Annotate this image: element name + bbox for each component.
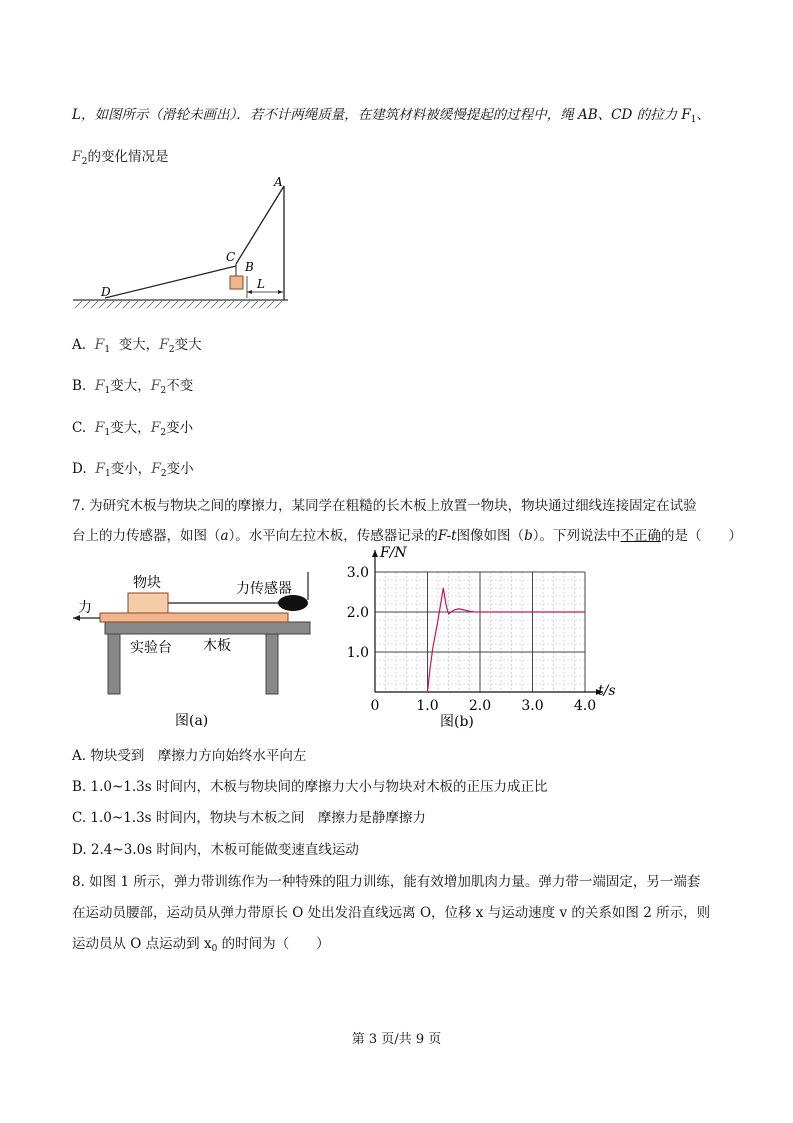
q6-stem-line2 [72, 145, 168, 167]
q6-option-d[interactable] [72, 457, 194, 479]
q7-text-e: 的是（ ） [660, 528, 742, 544]
q6-stem-line2-text: 的变化情况是 [87, 149, 169, 165]
fig-a-table-label: 实验台 [130, 640, 172, 656]
fig-a-block-label: 物块 [133, 575, 161, 591]
y-tick-label: 2.0 [346, 605, 369, 621]
f2-symbol: F [151, 461, 161, 477]
q7-underlined: 不正确 [620, 528, 661, 544]
q7-text-a: 台上的力传感器，如图（ [72, 528, 221, 544]
f2-symbol: F [150, 420, 161, 436]
q7-text-d: ）。下列说法中 [532, 528, 621, 544]
option-text-2: 变小 [166, 420, 194, 436]
q7-option-c[interactable]: C. 1.0~1.3s 时间内，物块与木板之间 摩擦力是静摩擦力 [72, 810, 426, 826]
q7-var-b: b [524, 528, 533, 544]
option-text-2: 不变 [166, 378, 194, 394]
ft-series-line [428, 588, 586, 692]
fig-b-y-axis-label: F/N [380, 545, 407, 561]
q7-option-d[interactable]: D. 2.4~3.0s 时间内，木板可能做变速直线运动 [72, 842, 359, 858]
f2-sub: 2 [168, 345, 175, 355]
q7-stem-line2 [72, 524, 742, 544]
q7-option-a[interactable]: A. 物块受到 摩擦力方向始终水平向左 [72, 748, 307, 764]
q8-stem-line1: 8. 如图 1 所示，弹力带训练作为一种特殊的阻力训练，能有效增加肌肉力量。弹力带一端固定，另一端套 [72, 874, 701, 890]
f1-symbol: F [94, 378, 105, 394]
option-text-1: 变大， [118, 337, 160, 353]
x-tick-label: 4.0 [573, 698, 597, 714]
q6-rope-diagram [70, 172, 290, 312]
fig-b-x-axis-label: t/s [598, 683, 616, 699]
f2-sub: 2 [160, 386, 167, 396]
f1-sub: 1 [104, 345, 111, 355]
f2-sub: 2 [160, 428, 167, 438]
f1-sub: 1 [104, 469, 111, 479]
q6-stem-text: L，如图所示（滑轮未画出）．若不计两绳质量，在建筑材料被缓慢提起的过程中，绳 AB、CD 的拉力 F [72, 107, 691, 123]
fig-a-caption: 图(a) [175, 713, 209, 729]
f2-sub: 2 [160, 469, 167, 479]
option-text-1: 变小， [110, 461, 152, 477]
q8-x0-sub: 0 [211, 944, 218, 954]
option-text-2: 变小 [166, 461, 194, 477]
q8-text-a: 运动员从 O 点运动到 x [72, 936, 212, 952]
q6-f2-sub: 2 [81, 157, 88, 167]
y-tick-label: 1.0 [346, 645, 369, 661]
fig-a-board-label: 木板 [203, 638, 231, 654]
option-text-1: 变大， [110, 420, 151, 436]
fig-a-sensor-label: 力传感器 [236, 581, 292, 597]
label-l: L [257, 277, 265, 291]
q7-ft-chart [340, 545, 630, 735]
q7-text-b: ）。水平向左拉木板，传感器记录的 [228, 528, 438, 544]
q7-fig-a [70, 560, 330, 735]
q6-stem-end: 、 [696, 107, 711, 123]
q8-text-b: 的时间为（ ） [217, 936, 330, 952]
q7-ft: F-t [437, 528, 457, 544]
x-tick-label: 2.0 [468, 698, 492, 714]
q7-text-c: 图像如图（ [456, 528, 525, 544]
x-tick-label: 0 [370, 698, 380, 714]
q8-stem-line3 [72, 932, 330, 954]
q6-option-a[interactable] [72, 333, 202, 355]
f1-symbol: F [94, 337, 105, 353]
f1-sub: 1 [104, 428, 111, 438]
option-letter: B. [72, 378, 87, 394]
q7-stem-line1: 7. 为研究木板与物块之间的摩擦力，某同学在粗糙的长木板上放置一物块，物块通过细线连接固定在试验 [72, 498, 697, 514]
q6-f1-sub: 1 [690, 115, 697, 125]
option-letter: D. [72, 461, 87, 477]
option-text-1: 变大， [110, 378, 151, 394]
q6-f2-symbol: F [72, 149, 82, 165]
f1-symbol: F [94, 420, 105, 436]
f1-symbol: F [95, 461, 105, 477]
label-a: A [274, 175, 283, 189]
f2-symbol: F [150, 378, 161, 394]
page-footer: 第 3 页/共 9 页 [351, 1032, 442, 1047]
option-letter: A. [72, 337, 87, 353]
y-tick-label: 3.0 [346, 565, 369, 581]
q7-option-b[interactable]: B. 1.0~1.3s 时间内，木板与物块间的摩擦力大小与物块对木板的正压力成正比 [72, 779, 548, 795]
label-b: B [245, 260, 254, 274]
q6-option-c[interactable] [72, 416, 193, 438]
label-d: D [101, 285, 111, 299]
option-text-2: 变大 [174, 337, 202, 353]
q8-stem-line2: 在运动员腰部，运动员从弹力带原长 O 处出发沿直线远离 O，位移 x 与运动速度 v 的关系如图 2 所示，则 [72, 905, 711, 921]
x-tick-label: 1.0 [416, 698, 439, 714]
fig-b-caption: 图(b) [440, 714, 474, 730]
f2-symbol: F [159, 337, 169, 353]
fig-a-force-label: 力 [78, 600, 92, 616]
q7-var-a: a [220, 528, 229, 544]
q6-option-b[interactable] [72, 374, 193, 396]
f1-sub: 1 [104, 386, 111, 396]
x-tick-label: 3.0 [521, 698, 544, 714]
label-c: C [226, 250, 236, 264]
option-letter: C. [72, 420, 87, 436]
q6-stem-line1 [72, 103, 710, 125]
